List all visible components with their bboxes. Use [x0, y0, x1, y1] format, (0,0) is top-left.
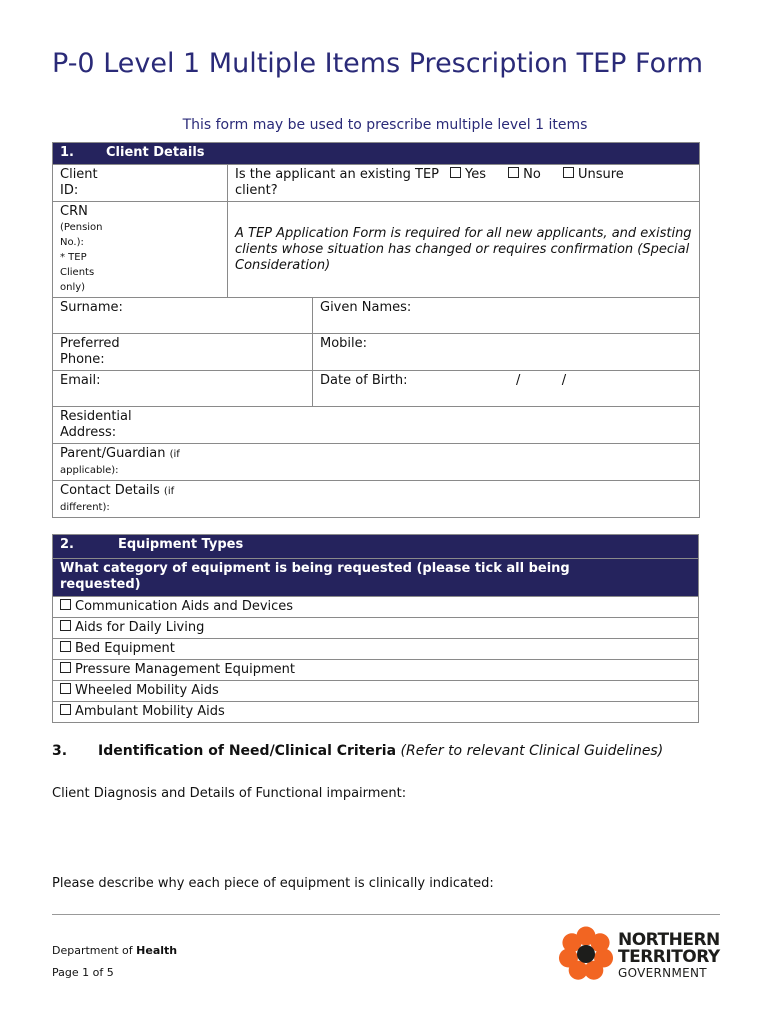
surname-cell[interactable] [53, 298, 313, 334]
yes-label: Yes [465, 167, 486, 182]
dob-separators: / / [516, 373, 567, 388]
address-label: Residential Address: [60, 409, 132, 440]
checkbox-icon [60, 641, 71, 652]
footer-divider [52, 914, 720, 915]
equipment-label: Bed Equipment [75, 641, 175, 656]
footer-dept-prefix: Department of [52, 944, 133, 957]
dob-cell[interactable] [313, 371, 700, 407]
section1-heading: Client Details [106, 145, 205, 160]
checkbox-icon [60, 683, 71, 694]
crn-label: CRN [60, 204, 88, 219]
logo-line1: NORTHERN [618, 930, 720, 950]
checkbox-icon [60, 620, 71, 631]
no-checkbox[interactable] [508, 167, 541, 183]
checkbox-icon [60, 599, 71, 610]
equipment-label: Wheeled Mobility Aids [75, 683, 219, 698]
flower-emblem-icon [556, 924, 616, 984]
no-label: No [523, 167, 541, 182]
client-id-cell[interactable] [53, 165, 228, 202]
footer-dept-name: Health [136, 944, 178, 957]
contact-cell[interactable] [53, 481, 700, 518]
client-details-table [52, 142, 700, 518]
equipment-question: What category of equipment is being requested (please tick all being requested) [53, 559, 699, 597]
page-title: P-0 Level 1 Multiple Items Prescription TEP Form [52, 48, 704, 79]
dob-label: Date of Birth: [320, 373, 408, 388]
unsure-label: Unsure [577, 167, 624, 182]
contact-label: Contact Details [60, 483, 160, 498]
yes-checkbox[interactable] [450, 167, 486, 183]
address-cell[interactable] [53, 407, 700, 444]
tep-application-notice: A TEP Application Form is required for all new applicants, and existing clients whose situation has changed or requires confirmation (Special Consideration) [228, 202, 700, 298]
mobile-label: Mobile: [320, 336, 368, 351]
section3-heading: Identification of Need/Clinical Criteria [98, 743, 397, 759]
phone-label: Preferred Phone: [60, 336, 120, 367]
diagnosis-label: Client Diagnosis and Details of Functional impairment: [52, 786, 407, 801]
equipment-option-ambulant[interactable] [53, 702, 699, 723]
section1-header [53, 143, 700, 165]
email-cell[interactable] [53, 371, 313, 407]
section1-number: 1. [60, 145, 74, 160]
crn-note-tep: * TEP Clients only) [60, 252, 95, 293]
equipment-label: Pressure Management Equipment [75, 662, 295, 677]
contact-note: (if different): [60, 486, 175, 513]
equipment-option-communication[interactable] [53, 597, 699, 618]
unsure-checkbox[interactable] [563, 167, 624, 183]
equipment-label: Ambulant Mobility Aids [75, 704, 225, 719]
client-id-label: Client ID: [60, 167, 98, 198]
checkbox-icon [508, 167, 519, 178]
section3-number: 3. [52, 743, 68, 759]
describe-label: Please describe why each piece of equipment is clinically indicated: [52, 876, 494, 891]
mobile-cell[interactable] [313, 334, 700, 371]
page-subtitle: This form may be used to prescribe multiple level 1 items [182, 117, 588, 133]
section3-heading-note: (Refer to relevant Clinical Guidelines) [400, 743, 664, 759]
logo-line2: TERRITORY [618, 947, 720, 967]
phone-cell[interactable] [53, 334, 313, 371]
checkbox-icon [60, 704, 71, 715]
given-names-cell[interactable] [313, 298, 700, 334]
page-number: Page 1 of 5 [52, 966, 114, 979]
footer-department [52, 944, 177, 957]
logo-wordmark [618, 932, 720, 980]
equipment-types-table [52, 534, 699, 723]
section3-heading-block [52, 743, 672, 760]
logo-line3: GOVERNMENT [618, 966, 707, 980]
given-names-label: Given Names: [320, 300, 412, 315]
surname-label: Surname: [60, 300, 123, 315]
equipment-option-wheeled[interactable] [53, 681, 699, 702]
email-label: Email: [60, 373, 101, 388]
equipment-label: Communication Aids and Devices [75, 599, 294, 614]
crn-cell[interactable] [53, 202, 228, 298]
crn-note: (Pension No.): [60, 222, 103, 248]
guardian-note: (if applicable): [60, 449, 180, 476]
guardian-cell[interactable] [53, 444, 700, 481]
checkbox-icon [450, 167, 461, 178]
nt-government-logo [556, 924, 726, 984]
section2-heading: Equipment Types [118, 537, 244, 552]
equipment-option-bed[interactable] [53, 639, 699, 660]
guardian-label: Parent/Guardian [60, 446, 166, 461]
section2-header [53, 535, 699, 559]
checkbox-icon [563, 167, 574, 178]
equipment-label: Aids for Daily Living [75, 620, 205, 635]
equipment-option-pressure[interactable] [53, 660, 699, 681]
existing-client-question: Is the applicant an existing TEP client? [235, 167, 439, 198]
section2-number: 2. [60, 537, 74, 552]
diagnosis-field[interactable] [52, 806, 699, 868]
existing-client-cell [228, 165, 700, 202]
checkbox-icon [60, 662, 71, 673]
equipment-option-daily-living[interactable] [53, 618, 699, 639]
